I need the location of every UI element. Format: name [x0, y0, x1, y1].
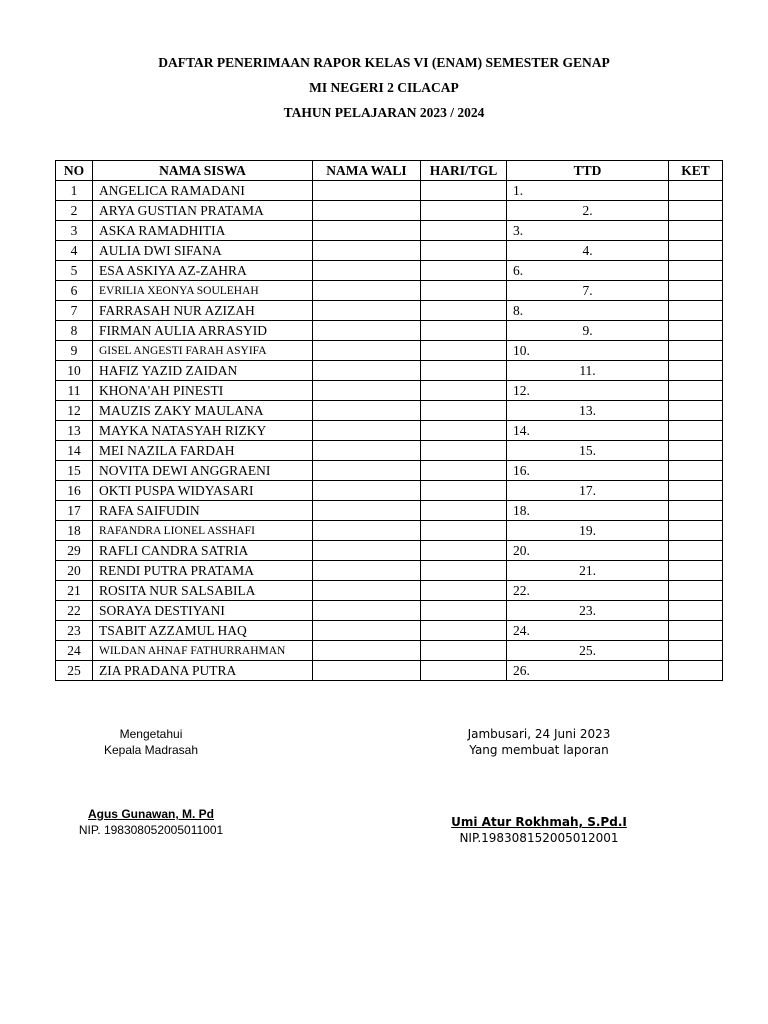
day-date-cell	[421, 241, 507, 261]
table-row	[56, 481, 723, 501]
guardian-name-cell	[313, 601, 421, 621]
student-name: ARYA GUSTIAN PRATAMA	[93, 201, 313, 221]
row-number: 9	[56, 341, 93, 361]
signature-cell: 16.	[507, 461, 669, 481]
guardian-name-cell	[313, 461, 421, 481]
day-date-cell	[421, 601, 507, 621]
notes-cell	[669, 521, 723, 541]
student-name: FARRASAH NUR AZIZAH	[93, 301, 313, 321]
guardian-name-cell	[313, 261, 421, 281]
guardian-name-cell	[313, 341, 421, 361]
row-number: 25	[56, 661, 93, 681]
signature-cell: 15.	[507, 441, 669, 461]
table-row	[56, 201, 723, 221]
table-row	[56, 601, 723, 621]
guardian-name-cell	[313, 181, 421, 201]
header-notes: KET	[669, 161, 723, 181]
notes-cell	[669, 441, 723, 461]
guardian-name-cell	[313, 441, 421, 461]
notes-cell	[669, 481, 723, 501]
guardian-name-cell	[313, 541, 421, 561]
header-day-date: HARI/TGL	[421, 161, 507, 181]
report-receipt-table	[55, 160, 723, 681]
notes-cell	[669, 181, 723, 201]
student-name: TSABIT AZZAMUL HAQ	[93, 621, 313, 641]
student-name: KHONA'AH PINESTI	[93, 381, 313, 401]
notes-cell	[669, 621, 723, 641]
student-name: HAFIZ YAZID ZAIDAN	[93, 361, 313, 381]
signature-cell: 17.	[507, 481, 669, 501]
notes-cell	[669, 561, 723, 581]
signature-cell: 24.	[507, 621, 669, 641]
signature-cell: 6.	[507, 261, 669, 281]
row-number: 23	[56, 621, 93, 641]
student-name: MEI NAZILA FARDAH	[93, 441, 313, 461]
table-row	[56, 221, 723, 241]
signature-cell: 26.	[507, 661, 669, 681]
principal-nip: NIP. 198308052005011001	[78, 823, 224, 837]
notes-cell	[669, 541, 723, 561]
student-name: SORAYA DESTIYANI	[93, 601, 313, 621]
notes-cell	[669, 261, 723, 281]
day-date-cell	[421, 621, 507, 641]
notes-cell	[669, 661, 723, 681]
day-date-cell	[421, 221, 507, 241]
signature-cell: 8.	[507, 301, 669, 321]
guardian-name-cell	[313, 581, 421, 601]
reporter-signature-block	[438, 726, 640, 846]
document-title-block	[0, 50, 768, 125]
guardian-name-cell	[313, 481, 421, 501]
student-name: OKTI PUSPA WIDYASARI	[93, 481, 313, 501]
signature-cell: 2.	[507, 201, 669, 221]
principal-title: Kepala Madrasah	[103, 743, 199, 757]
signature-cell: 10.	[507, 341, 669, 361]
academic-year: TAHUN PELAJARAN 2023 / 2024	[283, 105, 485, 120]
day-date-cell	[421, 361, 507, 381]
guardian-name-cell	[313, 621, 421, 641]
student-name: RAFA SAIFUDIN	[93, 501, 313, 521]
day-date-cell	[421, 341, 507, 361]
table-row	[56, 301, 723, 321]
table-row	[56, 441, 723, 461]
day-date-cell	[421, 201, 507, 221]
notes-cell	[669, 401, 723, 421]
row-number: 15	[56, 461, 93, 481]
day-date-cell	[421, 321, 507, 341]
guardian-name-cell	[313, 661, 421, 681]
reporter-nip: NIP.198308152005012001	[459, 831, 619, 845]
student-name: RAFLI CANDRA SATRIA	[93, 541, 313, 561]
student-name: ANGELICA RAMADANI	[93, 181, 313, 201]
notes-cell	[669, 221, 723, 241]
signature-cell: 18.	[507, 501, 669, 521]
student-name: ZIA PRADANA PUTRA	[93, 661, 313, 681]
guardian-name-cell	[313, 201, 421, 221]
table-row	[56, 541, 723, 561]
row-number: 6	[56, 281, 93, 301]
signature-cell: 12.	[507, 381, 669, 401]
row-number: 18	[56, 521, 93, 541]
row-number: 24	[56, 641, 93, 661]
notes-cell	[669, 241, 723, 261]
table-row	[56, 181, 723, 201]
student-name: MAYKA NATASYAH RIZKY	[93, 421, 313, 441]
row-number: 10	[56, 361, 93, 381]
header-guardian-name: NAMA WALI	[313, 161, 421, 181]
guardian-name-cell	[313, 421, 421, 441]
reporter-title: Yang membuat laporan	[469, 743, 609, 757]
guardian-name-cell	[313, 301, 421, 321]
student-name: AULIA DWI SIFANA	[93, 241, 313, 261]
signature-cell: 23.	[507, 601, 669, 621]
notes-cell	[669, 501, 723, 521]
notes-cell	[669, 641, 723, 661]
day-date-cell	[421, 661, 507, 681]
signature-cell: 7.	[507, 281, 669, 301]
table-row	[56, 341, 723, 361]
signature-cell: 20.	[507, 541, 669, 561]
reporter-name: Umi Atur Rokhmah, S.Pd.I	[451, 815, 627, 829]
row-number: 2	[56, 201, 93, 221]
day-date-cell	[421, 441, 507, 461]
signature-cell: 9.	[507, 321, 669, 341]
guardian-name-cell	[313, 521, 421, 541]
notes-cell	[669, 381, 723, 401]
student-name: RENDI PUTRA PRATAMA	[93, 561, 313, 581]
table-row	[56, 361, 723, 381]
notes-cell	[669, 361, 723, 381]
day-date-cell	[421, 561, 507, 581]
student-name: ESA ASKIYA AZ-ZAHRA	[93, 261, 313, 281]
notes-cell	[669, 601, 723, 621]
guardian-name-cell	[313, 321, 421, 341]
day-date-cell	[421, 481, 507, 501]
row-number: 3	[56, 221, 93, 241]
table-row	[56, 421, 723, 441]
day-date-cell	[421, 581, 507, 601]
table-row	[56, 261, 723, 281]
header-signature: TTD	[507, 161, 669, 181]
notes-cell	[669, 321, 723, 341]
guardian-name-cell	[313, 501, 421, 521]
day-date-cell	[421, 461, 507, 481]
student-name: NOVITA DEWI ANGGRAENI	[93, 461, 313, 481]
day-date-cell	[421, 541, 507, 561]
day-date-cell	[421, 181, 507, 201]
day-date-cell	[421, 301, 507, 321]
table-row	[56, 401, 723, 421]
principal-signature-block	[60, 726, 242, 838]
signature-cell: 14.	[507, 421, 669, 441]
signature-cell: 11.	[507, 361, 669, 381]
notes-cell	[669, 421, 723, 441]
day-date-cell	[421, 281, 507, 301]
day-date-cell	[421, 641, 507, 661]
signature-cell: 21.	[507, 561, 669, 581]
signature-cell: 19.	[507, 521, 669, 541]
student-name: ASKA RAMADHITIA	[93, 221, 313, 241]
guardian-name-cell	[313, 561, 421, 581]
day-date-cell	[421, 381, 507, 401]
student-name: EVRILIA XEONYA SOULEHAH	[93, 281, 313, 301]
row-number: 12	[56, 401, 93, 421]
header-student-name: NAMA SISWA	[93, 161, 313, 181]
document-title: DAFTAR PENERIMAAN RAPOR KELAS VI (ENAM) SEMESTER GENAP	[158, 55, 610, 70]
guardian-name-cell	[313, 241, 421, 261]
student-name: FIRMAN AULIA ARRASYID	[93, 321, 313, 341]
student-name: RAFANDRA LIONEL ASSHAFI	[93, 521, 313, 541]
table-row	[56, 461, 723, 481]
notes-cell	[669, 201, 723, 221]
row-number: 22	[56, 601, 93, 621]
row-number: 1	[56, 181, 93, 201]
table-row	[56, 241, 723, 261]
table-row	[56, 561, 723, 581]
table-row	[56, 501, 723, 521]
notes-cell	[669, 581, 723, 601]
signature-cell: 13.	[507, 401, 669, 421]
acknowledged-label: Mengetahui	[119, 727, 183, 741]
signature-space	[60, 758, 242, 806]
signature-cell: 3.	[507, 221, 669, 241]
day-date-cell	[421, 401, 507, 421]
principal-name: Agus Gunawan, M. Pd	[87, 807, 214, 821]
table-row	[56, 581, 723, 601]
guardian-name-cell	[313, 281, 421, 301]
student-name: WILDAN AHNAF FATHURRAHMAN	[93, 641, 313, 661]
table-row	[56, 321, 723, 341]
day-date-cell	[421, 521, 507, 541]
table-row	[56, 521, 723, 541]
signature-cell: 22.	[507, 581, 669, 601]
row-number: 5	[56, 261, 93, 281]
table-body	[56, 181, 723, 681]
signature-space	[438, 758, 640, 806]
guardian-name-cell	[313, 381, 421, 401]
guardian-name-cell	[313, 361, 421, 381]
signature-cell: 25.	[507, 641, 669, 661]
day-date-cell	[421, 261, 507, 281]
row-number: 21	[56, 581, 93, 601]
row-number: 8	[56, 321, 93, 341]
day-date-cell	[421, 421, 507, 441]
table-header-row	[56, 161, 723, 181]
student-name: MAUZIS ZAKY MAULANA	[93, 401, 313, 421]
signature-cell: 1.	[507, 181, 669, 201]
notes-cell	[669, 301, 723, 321]
row-number: 13	[56, 421, 93, 441]
notes-cell	[669, 341, 723, 361]
guardian-name-cell	[313, 401, 421, 421]
table-row	[56, 661, 723, 681]
place-date: Jambusari, 24 Juni 2023	[467, 727, 611, 741]
row-number: 16	[56, 481, 93, 501]
row-number: 7	[56, 301, 93, 321]
student-name: GISEL ANGESTI FARAH ASYIFA	[93, 341, 313, 361]
notes-cell	[669, 461, 723, 481]
header-no: NO	[56, 161, 93, 181]
table-row	[56, 621, 723, 641]
row-number: 14	[56, 441, 93, 461]
school-name: MI NEGERI 2 CILACAP	[309, 80, 459, 95]
day-date-cell	[421, 501, 507, 521]
guardian-name-cell	[313, 221, 421, 241]
row-number: 20	[56, 561, 93, 581]
row-number: 29	[56, 541, 93, 561]
table-row	[56, 281, 723, 301]
table-row	[56, 641, 723, 661]
row-number: 11	[56, 381, 93, 401]
table-row	[56, 381, 723, 401]
student-name: ROSITA NUR SALSABILA	[93, 581, 313, 601]
row-number: 17	[56, 501, 93, 521]
row-number: 4	[56, 241, 93, 261]
signature-cell: 4.	[507, 241, 669, 261]
guardian-name-cell	[313, 641, 421, 661]
notes-cell	[669, 281, 723, 301]
